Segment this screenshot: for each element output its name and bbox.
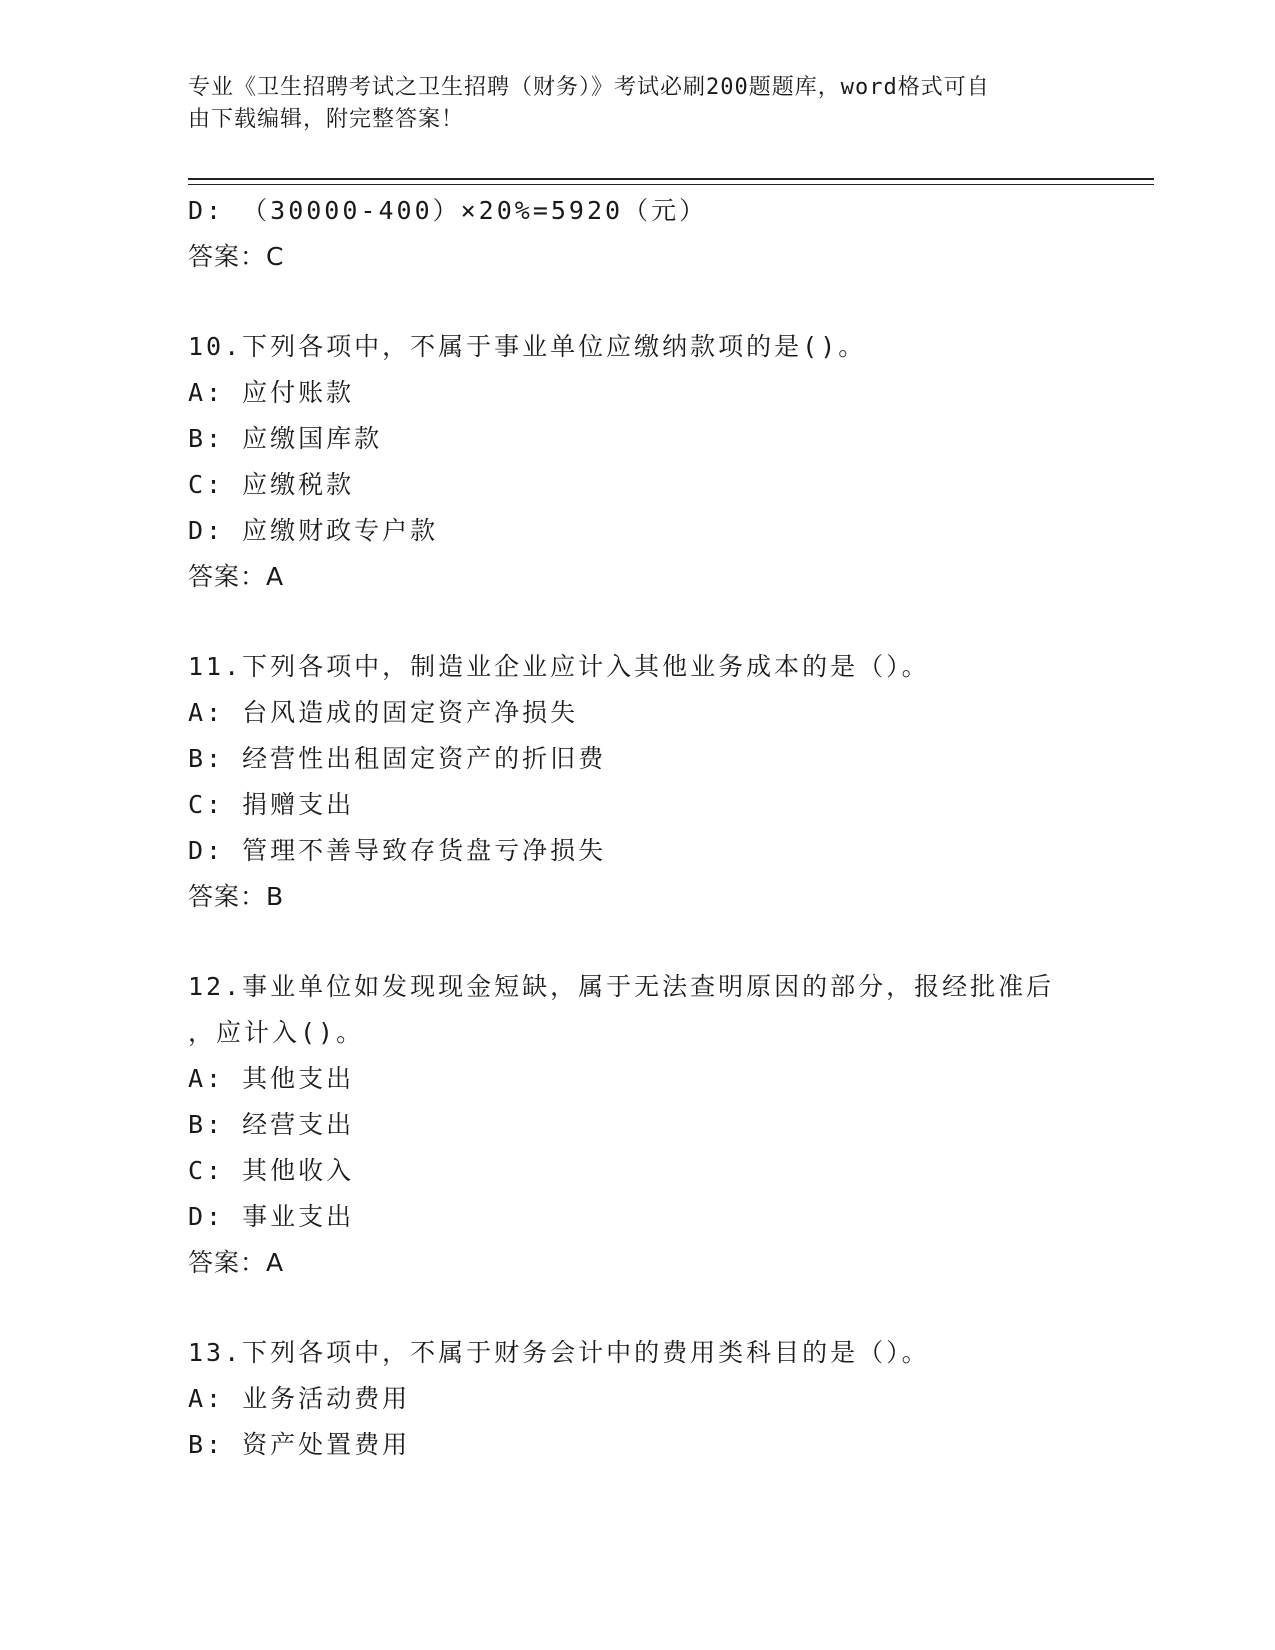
header-line-2: 由下载编辑，附完整答案！ bbox=[188, 107, 465, 132]
question-10 bbox=[188, 324, 1088, 600]
option-c: C: 其他收入 bbox=[188, 1156, 355, 1185]
spacer bbox=[188, 920, 1088, 964]
question-12 bbox=[188, 964, 1088, 1286]
option-b: B: 应缴国库款 bbox=[188, 424, 383, 453]
option-d: D: 应缴财政专户款 bbox=[188, 516, 439, 545]
page-header bbox=[188, 72, 1068, 136]
question-stem-continued: ，应计入()。 bbox=[188, 1018, 365, 1047]
option-d: D: 事业支出 bbox=[188, 1202, 355, 1231]
answer-line: 答案：A bbox=[188, 562, 285, 591]
question-stem: 10.下列各项中，不属于事业单位应缴纳款项的是()。 bbox=[188, 332, 867, 361]
option-b: B: 经营性出租固定资产的折旧费 bbox=[188, 744, 607, 773]
header-line-1: 专业《卫生招聘考试之卫生招聘（财务）》考试必刷200题题库，word格式可自 bbox=[188, 75, 990, 100]
spacer bbox=[188, 600, 1088, 644]
option-a: A: 业务活动费用 bbox=[188, 1384, 411, 1413]
option-d: D: （30000-400）×20%=5920（元） bbox=[188, 196, 708, 225]
header-rule-thin bbox=[188, 184, 1154, 185]
question-13 bbox=[188, 1330, 1088, 1468]
spacer bbox=[188, 1286, 1088, 1330]
question-stem: 11.下列各项中，制造业企业应计入其他业务成本的是（）。 bbox=[188, 652, 930, 681]
option-c: C: 应缴税款 bbox=[188, 470, 355, 499]
option-b: B: 经营支出 bbox=[188, 1110, 355, 1139]
answer-line: 答案：B bbox=[188, 882, 285, 911]
answer-line: 答案：A bbox=[188, 1248, 285, 1277]
question-11 bbox=[188, 644, 1088, 920]
option-a: A: 台风造成的固定资产净损失 bbox=[188, 698, 579, 727]
previous-question-tail bbox=[188, 188, 1088, 280]
option-c: C: 捐赠支出 bbox=[188, 790, 355, 819]
option-b: B: 资产处置费用 bbox=[188, 1430, 411, 1459]
option-d: D: 管理不善导致存货盘亏净损失 bbox=[188, 836, 607, 865]
question-list bbox=[188, 188, 1088, 1468]
question-stem: 12.事业单位如发现现金短缺，属于无法查明原因的部分，报经批准后 bbox=[188, 972, 1055, 1001]
question-stem: 13.下列各项中，不属于财务会计中的费用类科目的是（）。 bbox=[188, 1338, 930, 1367]
spacer bbox=[188, 280, 1088, 324]
answer-line: 答案：C bbox=[188, 242, 285, 271]
option-a: A: 应付账款 bbox=[188, 378, 355, 407]
option-a: A: 其他支出 bbox=[188, 1064, 355, 1093]
header-rule-thick bbox=[188, 178, 1154, 180]
